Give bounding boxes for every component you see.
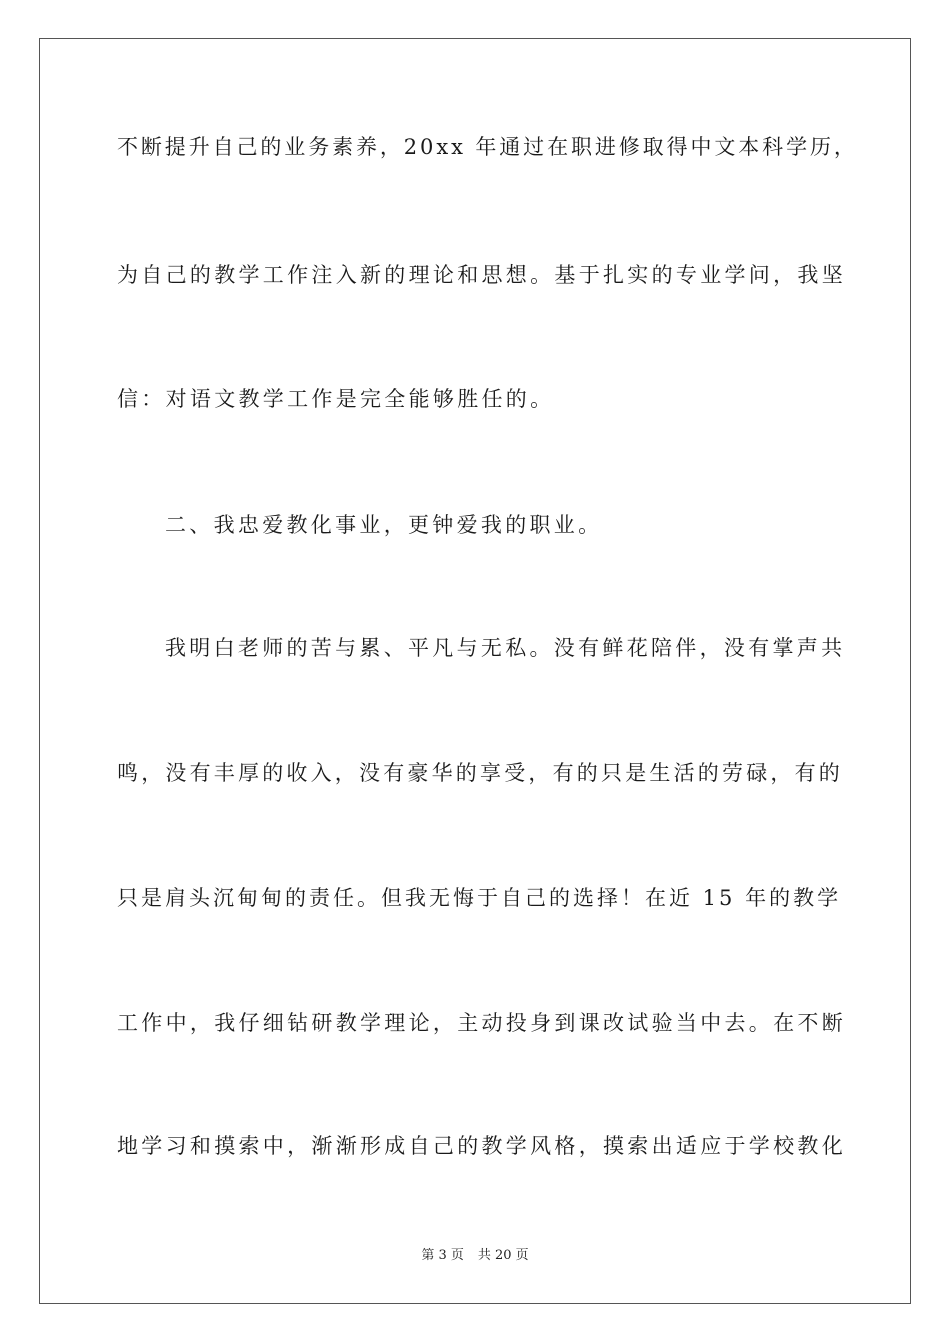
page-total: 共 20 页 [477,1248,529,1263]
page-number: 第 3 页 [421,1248,464,1263]
paragraph-line: 信：对语文教学工作是完全能够胜任的。 [117,387,555,411]
page-footer [0,1247,950,1265]
section-heading: 二、我忠爱教化事业，更钟爱我的职业。 [165,513,603,537]
page-border [39,38,911,1304]
paragraph-line: 地学习和摸索中，渐渐形成自己的教学风格，摸索出适应于学校教化 [117,1134,846,1158]
paragraph-line: 工作中，我仔细钻研教学理论，主动投身到课改试验当中去。在不断 [117,1011,846,1035]
paragraph-line: 只是肩头沉甸甸的责任。但我无悔于自己的选择！在近 15 年的教学 [117,886,842,910]
paragraph-line: 为自己的教学工作注入新的理论和思想。基于扎实的专业学问，我坚 [117,263,846,287]
paragraph-line: 我明白老师的苦与累、平凡与无私。没有鲜花陪伴，没有掌声共 [165,636,846,660]
paragraph-line: 不断提升自己的业务素养，20xx 年通过在职进修取得中文本科学历， [117,135,858,159]
paragraph-line: 鸣，没有丰厚的收入，没有豪华的享受，有的只是生活的劳碌，有的 [117,761,843,785]
